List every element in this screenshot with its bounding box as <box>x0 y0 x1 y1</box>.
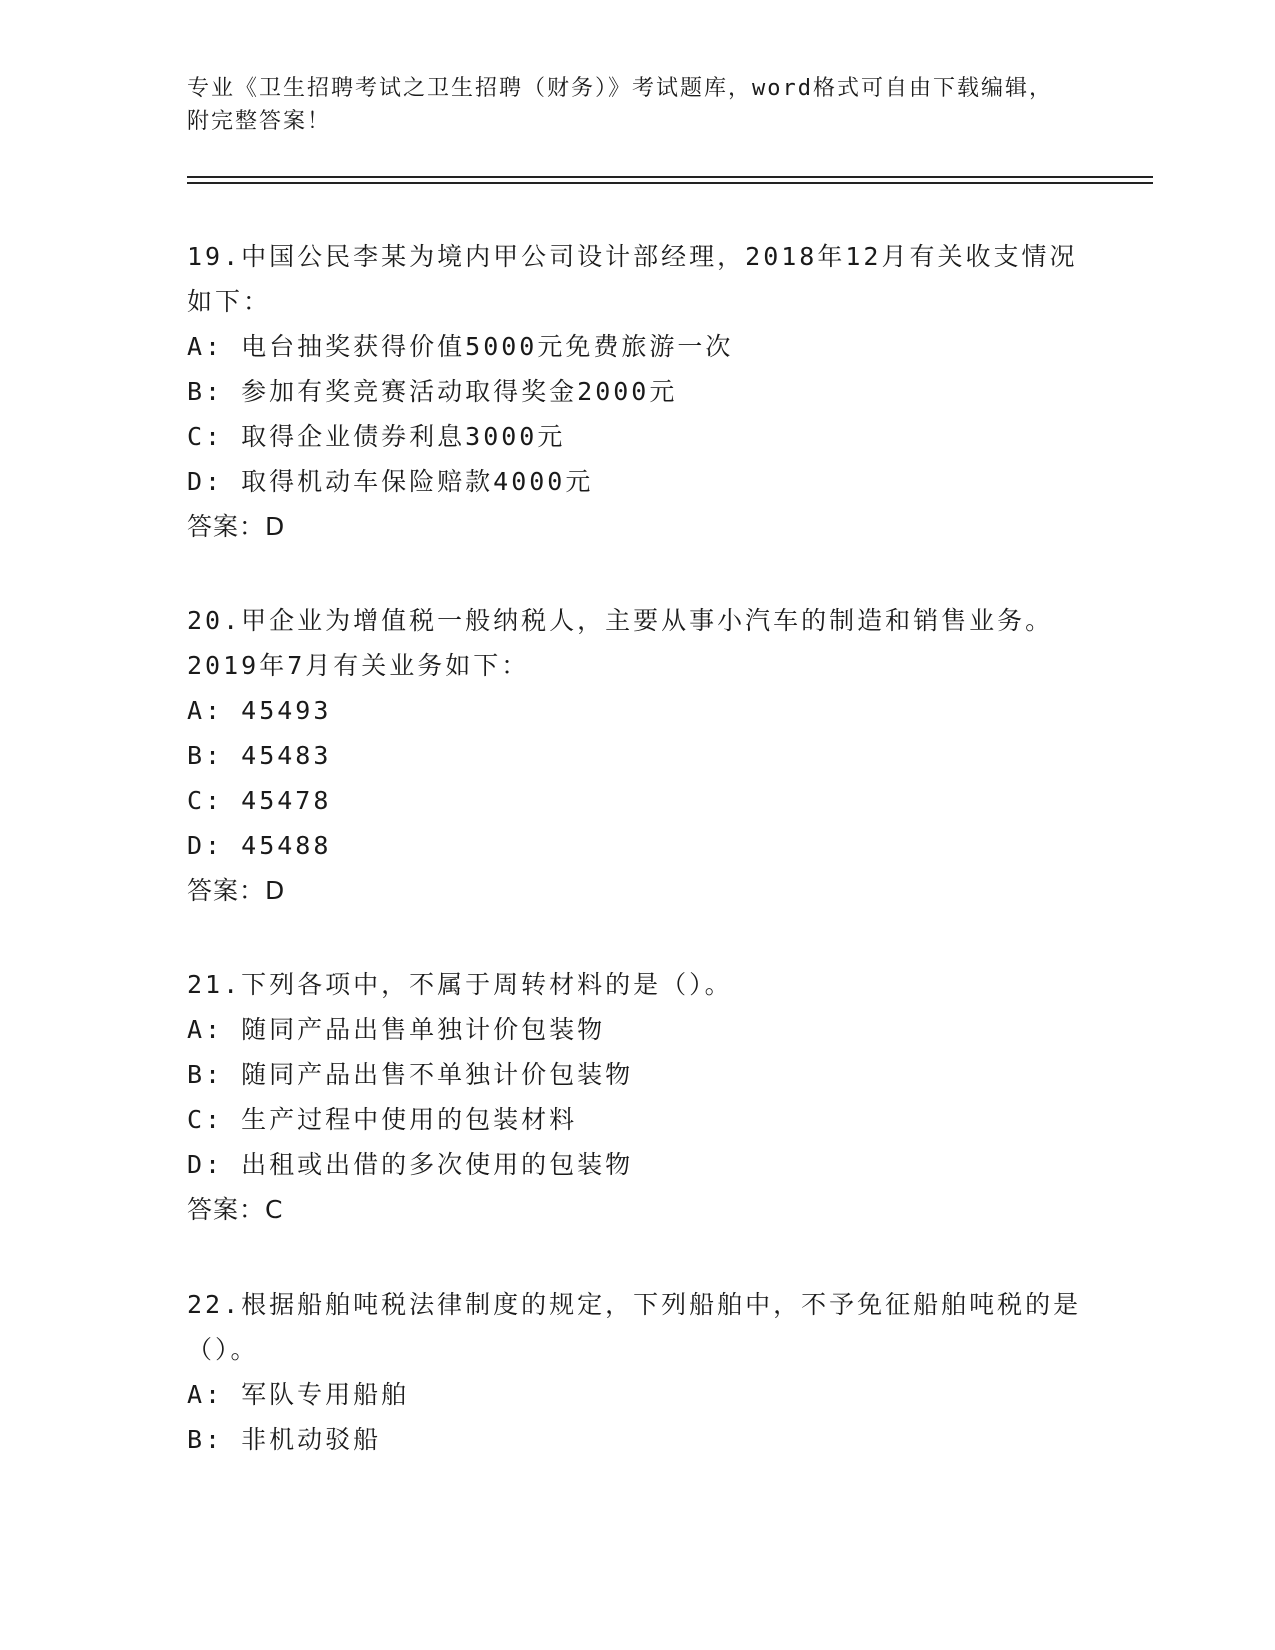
question-stem: 20.甲企业为增值税一般纳税人，主要从事小汽车的制造和销售业务。2019年7月有关业务如下： <box>187 606 1054 680</box>
question-answer: 答案：D <box>187 876 286 905</box>
question-22 <box>187 1282 1087 1462</box>
option-c: C: 生产过程中使用的包装材料 <box>187 1105 578 1134</box>
option-b: B: 非机动驳船 <box>187 1425 382 1454</box>
question-21 <box>187 962 1087 1232</box>
option-a: A: 随同产品出售单独计价包装物 <box>187 1015 606 1044</box>
option-a: A: 45493 <box>187 696 332 725</box>
question-stem: 21.下列各项中，不属于周转材料的是（）。 <box>187 970 733 999</box>
option-b: B: 随同产品出售不单独计价包装物 <box>187 1060 634 1089</box>
option-b: B: 45483 <box>187 741 332 770</box>
option-d: D: 取得机动车保险赔款4000元 <box>187 467 594 496</box>
header-divider-bottom <box>187 182 1153 184</box>
question-stem: 19.中国公民李某为境内甲公司设计部经理，2018年12月有关收支情况如下： <box>187 242 1078 316</box>
option-a: A: 军队专用船舶 <box>187 1380 410 1409</box>
option-c: C: 45478 <box>187 786 332 815</box>
question-answer: 答案：C <box>187 1195 284 1224</box>
question-20 <box>187 598 1087 913</box>
option-a: A: 电台抽奖获得价值5000元免费旅游一次 <box>187 332 734 361</box>
option-d: D: 出租或出借的多次使用的包装物 <box>187 1150 634 1179</box>
document-header: 专业《卫生招聘考试之卫生招聘（财务）》考试题库，word格式可自由下载编辑，附完整答案！ <box>187 76 1053 134</box>
question-stem: 22.根据船舶吨税法律制度的规定，下列船舶中，不予免征船舶吨税的是（）。 <box>187 1290 1082 1364</box>
header-divider-top <box>187 176 1153 178</box>
option-d: D: 45488 <box>187 831 332 860</box>
question-answer: 答案：D <box>187 512 286 541</box>
question-19 <box>187 234 1087 549</box>
option-b: B: 参加有奖竞赛活动取得奖金2000元 <box>187 377 678 406</box>
option-c: C: 取得企业债券利息3000元 <box>187 422 566 451</box>
